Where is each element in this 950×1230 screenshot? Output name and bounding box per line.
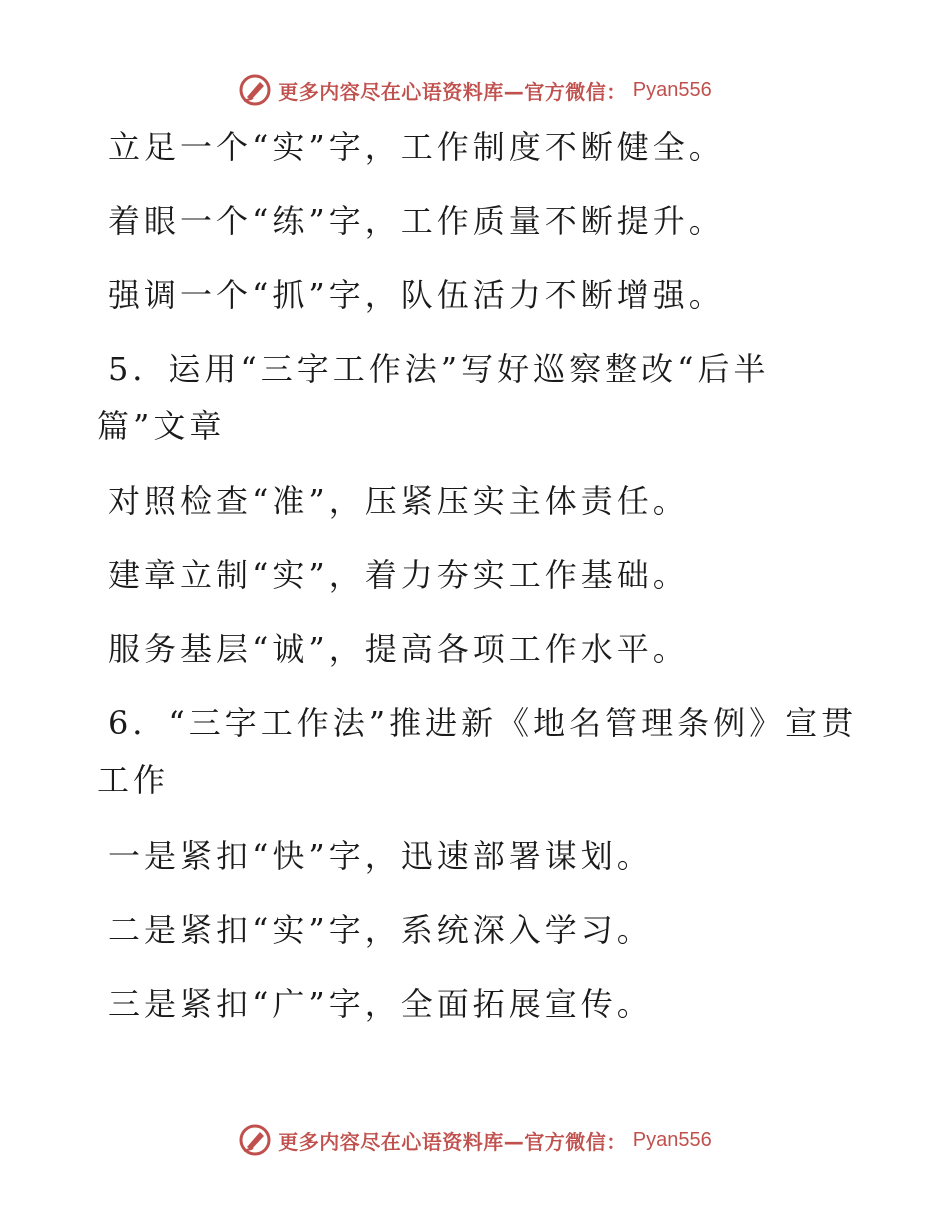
text-line-9: 三是紧扣“广”字，全面拓展宣传。 — [108, 985, 653, 1023]
section-6-heading-line-1: 6．“三字工作法”推进新《地名管理条例》宣贯 — [108, 704, 858, 742]
watermark-text: 更多内容尽在心语资料库—官方微信： — [278, 79, 627, 104]
section-5-heading-line-2: 篇”文章 — [97, 407, 226, 445]
watermark-text: 更多内容尽在心语资料库—官方微信： — [278, 1129, 627, 1154]
watermark-wechat-id: Pyan556 — [632, 1128, 712, 1151]
pen-logo-icon — [238, 73, 272, 107]
header-watermark — [0, 70, 950, 110]
text-line-5: 建章立制“实”，着力夯实工作基础。 — [108, 556, 689, 594]
text-line-7: 一是紧扣“快”字，迅速部署谋划。 — [108, 837, 653, 875]
footer-watermark — [0, 1120, 950, 1160]
text-line-6: 服务基层“诚”，提高各项工作水平。 — [108, 630, 689, 668]
text-line-8: 二是紧扣“实”字，系统深入学习。 — [108, 911, 653, 949]
text-line-2: 着眼一个“练”字，工作质量不断提升。 — [108, 202, 725, 240]
text-line-3: 强调一个“抓”字，队伍活力不断增强。 — [108, 276, 725, 314]
section-6-heading-line-2: 工作 — [97, 761, 170, 799]
watermark-wechat-id: Pyan556 — [632, 78, 712, 101]
pen-logo-icon — [238, 1123, 272, 1157]
text-line-1: 立足一个“实”字，工作制度不断健全。 — [108, 128, 725, 166]
section-5-heading-line-1: 5．运用“三字工作法”写好巡察整改“后半 — [108, 350, 770, 388]
text-line-4: 对照检查“准”，压紧压实主体责任。 — [108, 482, 689, 520]
